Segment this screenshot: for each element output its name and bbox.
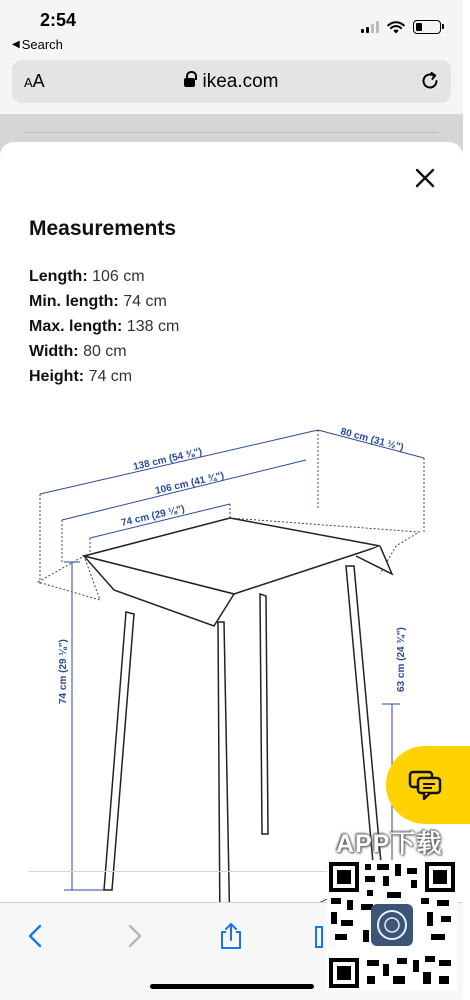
browser-header [0,56,463,114]
status-time: 2:54 [40,10,77,30]
close-icon[interactable] [413,166,437,190]
spec-row: Width: 80 cm [29,343,127,360]
status-icons [361,20,441,34]
spec-row: Min. length: 74 cm [29,293,167,310]
spec-row: Height: 74 cm [29,368,133,385]
home-indicator [150,984,314,989]
app-download-watermark: APP下载 [336,830,443,858]
dim-min-length: 74 cm (29 ⅛") [120,503,186,529]
sheet-title: Measurements [29,217,177,240]
nav-back-icon[interactable] [22,921,52,951]
measurement-list [29,264,179,389]
dim-max-length: 138 cm (54 ⅜") [132,446,204,473]
spec-row: Length: 106 cm [29,268,145,285]
qr-code [327,860,457,990]
url-display[interactable] [12,71,451,93]
battery-icon [413,20,441,34]
spec-row: Max. length: 138 cm [29,318,180,335]
text-size-button[interactable]: AA [24,71,45,91]
wifi-icon [387,20,405,34]
dim-leg-height: 63 cm (24 ¾") [396,627,407,692]
dim-length: 106 cm (41 ¾") [154,470,226,497]
url-domain: ikea.com [202,71,279,92]
share-icon[interactable] [216,921,246,951]
table-dimension-diagram [34,414,434,814]
status-bar [0,0,463,56]
back-to-app-label: Search [21,37,63,52]
signal-icon [361,21,379,33]
back-arrow-icon: ◀ [12,39,20,50]
reload-icon[interactable] [419,70,441,92]
nav-forward-icon[interactable] [118,921,148,951]
dim-width: 80 cm (31 ½") [339,426,405,454]
address-bar[interactable] [12,60,451,103]
dim-height: 74 cm (29 ⅛") [58,639,69,704]
back-to-app-link[interactable] [12,37,63,52]
chat-button[interactable] [386,746,470,824]
chat-icon [408,770,442,800]
lock-icon [184,75,195,88]
